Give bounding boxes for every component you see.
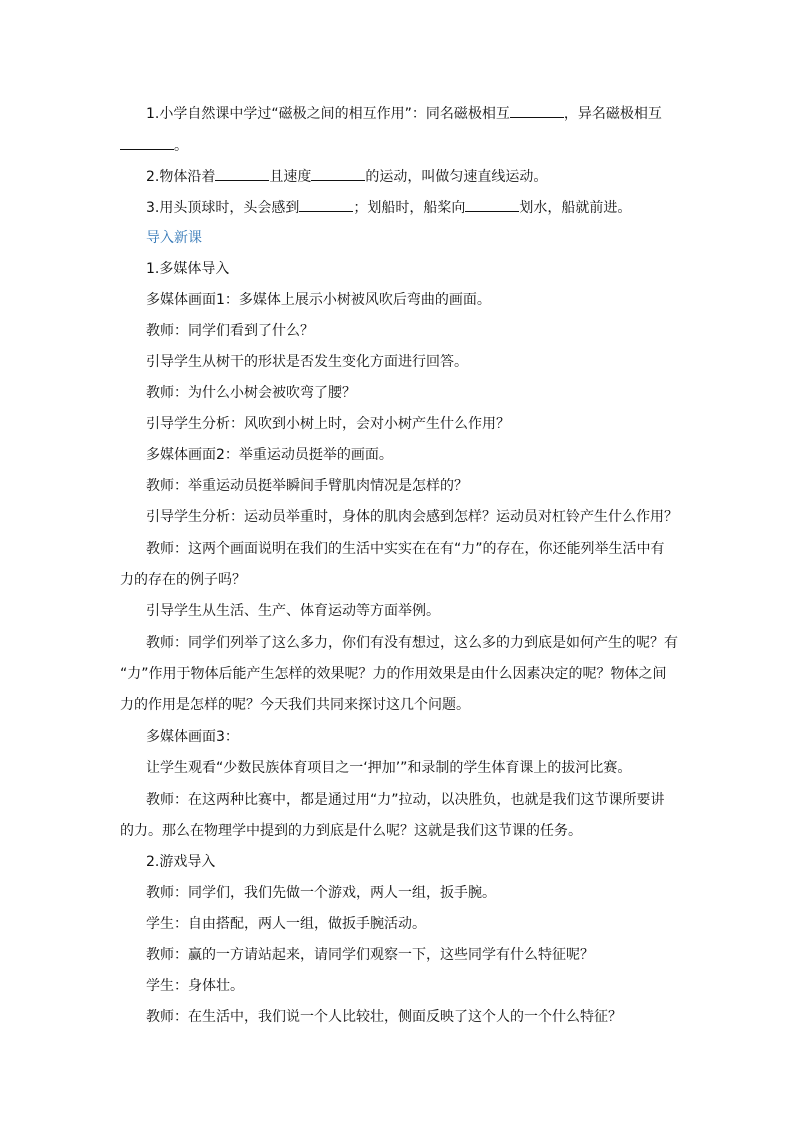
paragraph-line: 学生：自由搭配，两人一组，做扳手腕活动。: [146, 916, 426, 932]
question-text: 的运动，叫做匀速直线运动。: [365, 169, 548, 185]
fill-blank: [120, 135, 174, 150]
question-text: 2.物体沿着: [146, 169, 216, 185]
paragraph-line: 教师：举重运动员挺举瞬间手臂肌肉情况是怎样的？: [146, 478, 468, 494]
paragraph-line: 教师：赢的一方请站起来，请同学们观察一下，这些同学有什么特征呢？: [146, 947, 594, 963]
paragraph-line: 教师：同学们，我们先做一个游戏，两人一组，扳手腕。: [146, 885, 496, 901]
fill-blank: [299, 197, 353, 212]
paragraph-line: 教师：在这两种比赛中，都是通过用“力”拉动，以决胜负，也就是我们这节课所要讲: [146, 792, 665, 808]
paragraph-line: 多媒体画面1：多媒体上展示小树被风吹后弯曲的画面。: [146, 292, 491, 308]
review-question-1-cont: [120, 135, 188, 156]
paragraph-line: 教师：为什么小树会被吹弯了腰？: [146, 385, 356, 401]
review-question-2: [146, 166, 547, 187]
question-text: 。: [174, 138, 188, 154]
paragraph-line: 多媒体画面2：举重运动员挺举的画面。: [146, 447, 393, 463]
paragraph-line: 多媒体画面3：: [146, 729, 239, 745]
paragraph-line: 教师：同学们看到了什么？: [146, 323, 314, 339]
paragraph-line: 引导学生分析：运动员举重时，身体的肌肉会感到怎样？运动员对杠铃产生什么作用？: [146, 509, 678, 525]
paragraph-line: 力的存在的例子吗？: [120, 572, 246, 588]
question-text: 1.小学自然课中学过“磁极之间的相互作用”：同名磁极相互: [146, 106, 510, 122]
review-question-1: [146, 103, 662, 124]
paragraph-line: 的力。那么在物理学中提到的力到底是什么呢？这就是我们这节课的任务。: [120, 823, 582, 839]
fill-blank: [510, 103, 564, 118]
paragraph-line: “力”作用于物体后能产生怎样的效果呢？力的作用效果是由什么因素决定的呢？物体之间: [120, 666, 667, 682]
question-text: ，异名磁极相互: [563, 106, 662, 122]
part1-title: 1.多媒体导入: [146, 261, 230, 277]
part2-title: 2.游戏导入: [146, 854, 216, 870]
paragraph-line: 引导学生分析：风吹到小树上时，会对小树产生什么作用？: [146, 416, 510, 432]
fill-blank: [215, 166, 269, 181]
question-text: 3.用头顶球时，头会感到: [146, 200, 300, 216]
paragraph-line: 力的作用是怎样的呢？今天我们共同来探讨这几个问题。: [120, 697, 470, 713]
fill-blank: [465, 197, 519, 212]
paragraph-line: 学生：身体壮。: [146, 978, 244, 994]
paragraph-line: 让学生观看“少数民族体育项目之一‘押加’”和录制的学生体育课上的拔河比赛。: [146, 760, 632, 776]
paragraph-line: 教师：在生活中，我们说一个人比较壮，侧面反映了这个人的一个什么特征？: [146, 1009, 622, 1025]
review-question-3: [146, 197, 631, 218]
question-text: 划水，船就前进。: [519, 200, 632, 216]
question-text: 且速度: [269, 169, 312, 185]
paragraph-line: 引导学生从生活、生产、体育运动等方面举例。: [146, 603, 440, 619]
fill-blank: [311, 166, 365, 181]
paragraph-line: 引导学生从树干的形状是否发生变化方面进行回答。: [146, 354, 468, 370]
question-text: ；划船时，船桨向: [353, 200, 466, 216]
section-heading: 导入新课: [146, 230, 202, 246]
paragraph-line: 教师：这两个画面说明在我们的生活中实实在在有“力”的存在，你还能列举生活中有: [146, 541, 665, 557]
paragraph-line: 教师：同学们列举了这么多力，你们有没有想过，这么多的力到底是如何产生的呢？有: [146, 635, 678, 651]
